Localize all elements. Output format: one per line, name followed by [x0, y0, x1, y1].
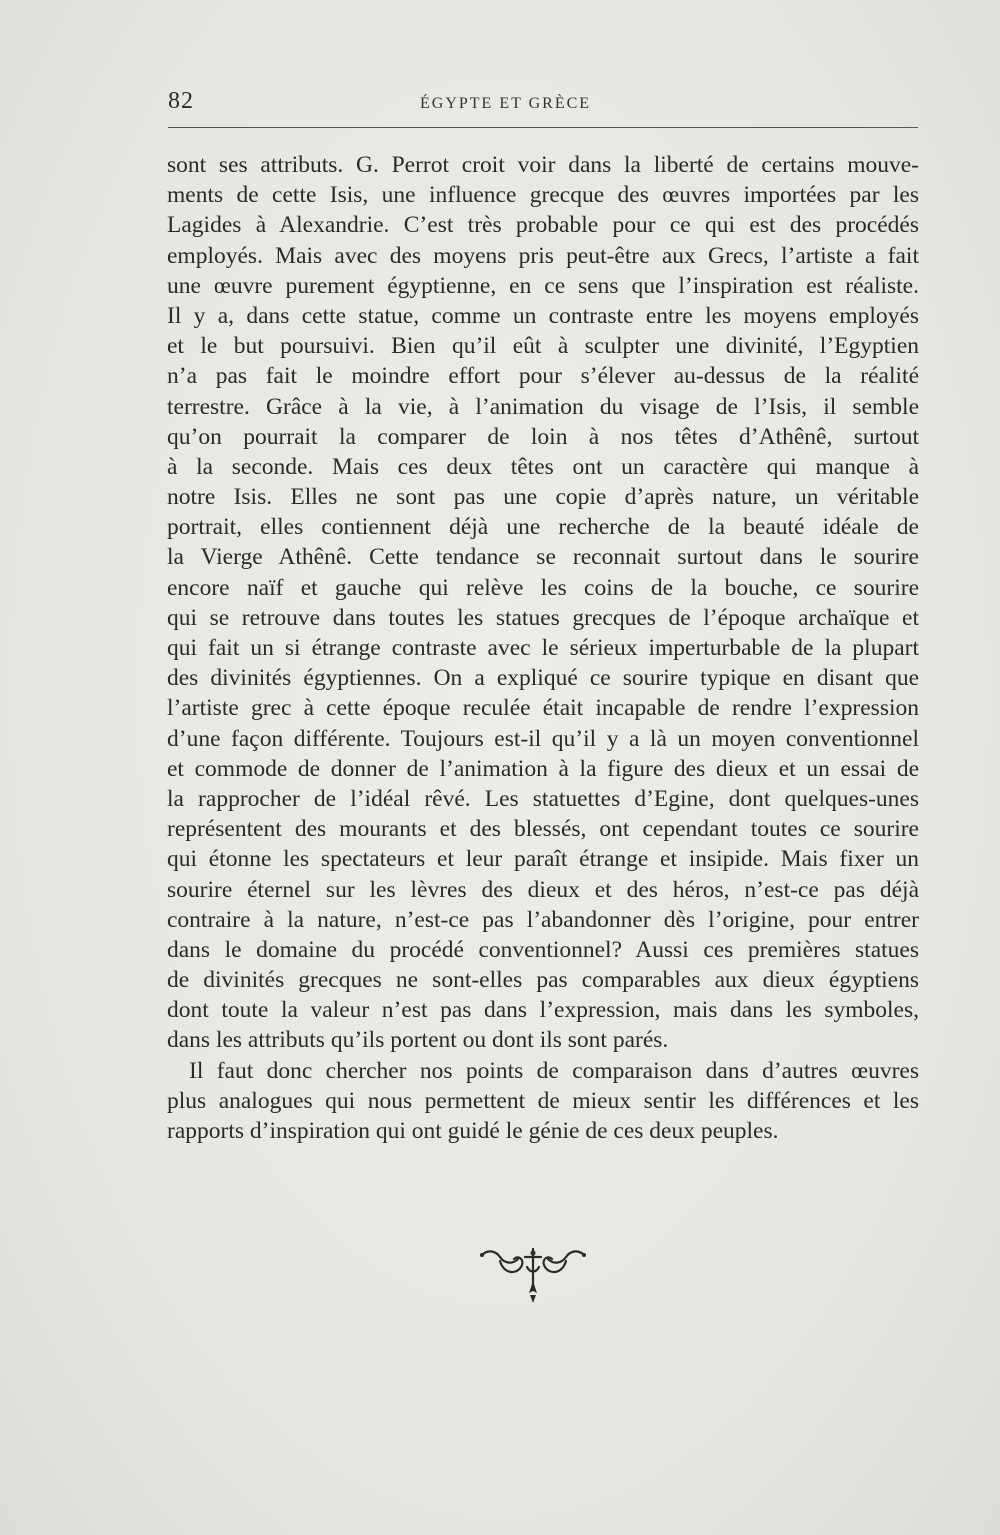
text-line: d’une façon différente. Toujours est-il qu’il y a là un moyen conventionnel: [167, 725, 919, 752]
text-line: notre Isis. Elles ne sont pas une copie d’après nature, un véritable: [167, 484, 919, 511]
text-line: qu’on pourrait la comparer de loin à nos têtes d’Athênê, surtout: [167, 423, 919, 450]
text-line: sont ses attributs. G. Perrot croit voir dans la liberté de certains mouve-: [167, 152, 919, 178]
page-number: 82: [168, 88, 194, 114]
text-line: portrait, elles contiennent déjà une recherche de la beauté idéale de: [167, 514, 919, 541]
text-line: n’a pas fait le moindre effort pour s’élever au-dessus de la réalité: [167, 363, 919, 390]
text-line: dans les attributs qu’ils portent ou dont ils sont parés.: [167, 1027, 669, 1054]
body-text: [167, 150, 919, 1146]
text-line: des divinités égyptiennes. On a expliqué ce sourire typique en disant que: [167, 665, 919, 692]
text-line: et le but poursuivi. Bien qu’il eût à sculpter une divinité, l’Egyptien: [167, 333, 919, 360]
text-line: à la seconde. Mais ces deux têtes ont un caractère qui manque à: [167, 453, 919, 480]
text-line: et commode de donner de l’animation à la figure des dieux et un essai de: [167, 755, 919, 782]
header-rule: [168, 127, 918, 128]
text-line: l’artiste grec à cette époque reculée était incapable de rendre l’expression: [167, 695, 919, 722]
text-line: Lagides à Alexandrie. C’est très probable pour ce qui est des procédés: [167, 212, 919, 239]
text-line: la rapprocher de l’idéal rêvé. Les statuettes d’Egine, dont quelques-unes: [167, 785, 919, 812]
paragraph-2: [167, 1056, 919, 1147]
paragraph-1: [167, 150, 919, 1056]
running-title: ÉGYPTE ET GRÈCE: [420, 95, 592, 112]
text-line: la Vierge Athênê. Cette tendance se reconnait surtout dans le sourire: [167, 544, 919, 571]
text-line: de divinités grecques ne sont-elles pas comparables aux dieux égyptiens: [167, 967, 919, 994]
text-line: employés. Mais avec des moyens pris peut-être aux Grecs, l’artiste a fait: [167, 242, 919, 269]
text-line: ments de cette Isis, une influence grecque des œuvres importées par les: [167, 182, 919, 209]
text-line: terrestre. Grâce à la vie, à l’animation du visage de l’Isis, il semble: [167, 393, 919, 420]
text-line: sourire éternel sur les lèvres des dieux et des héros, n’est-ce pas déjà: [167, 876, 919, 903]
text-line: qui fait un si étrange contraste avec le sérieux imperturbable de la plupart: [167, 635, 919, 661]
text-line: Il faut donc chercher nos points de comparaison dans d’autres œuvres: [189, 1057, 919, 1084]
text-line: représentent des mourants et des blessés, ont cependant toutes ce sourire: [167, 816, 919, 843]
fleuron-ornament-icon: [478, 1245, 588, 1305]
text-line: dont toute la valeur n’est pas dans l’expression, mais dans les symboles,: [167, 997, 919, 1024]
text-line: rapports d’inspiration qui ont guidé le génie de ces deux peuples.: [167, 1118, 779, 1144]
text-line: contraire à la nature, n’est-ce pas l’abandonner dès l’origine, pour entrer: [167, 906, 919, 933]
text-line: qui étonne les spectateurs et leur paraît étrange et insipide. Mais fixer un: [167, 846, 919, 873]
text-line: encore naïf et gauche qui relève les coins de la bouche, ce sourire: [167, 574, 919, 601]
text-line: Il y a, dans cette statue, comme un contraste entre les moyens employés: [167, 302, 919, 329]
text-line: qui se retrouve dans toutes les statues grecques de l’époque archaïque et: [167, 604, 919, 631]
text-line: une œuvre purement égyptienne, en ce sens que l’inspiration est réaliste.: [167, 272, 919, 299]
text-line: plus analogues qui nous permettent de mieux sentir les différences et les: [167, 1087, 919, 1114]
text-line: dans le domaine du procédé conventionnel? Aussi ces premières statues: [167, 936, 919, 963]
